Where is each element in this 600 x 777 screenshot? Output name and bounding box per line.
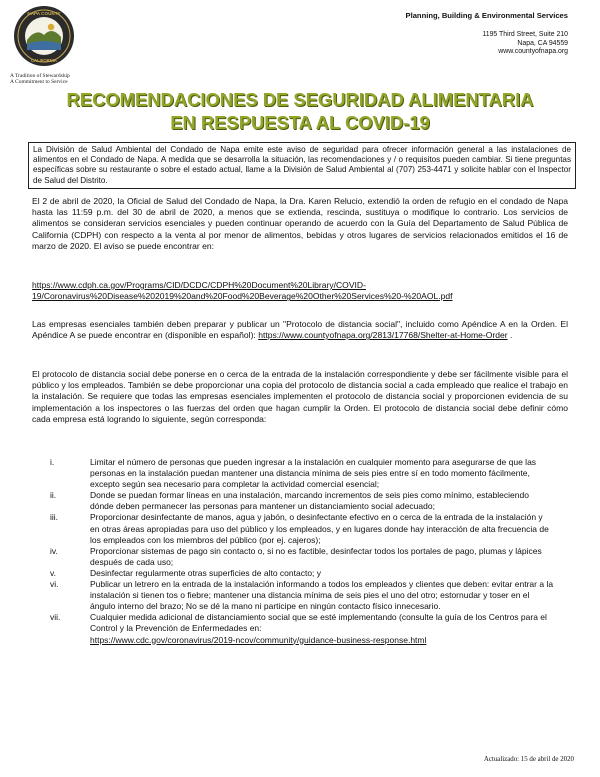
paragraph-order [32, 196, 568, 252]
address-line-2: Napa, CA 94559 [517, 39, 568, 47]
list-item [44, 568, 554, 579]
shelter-order-link[interactable]: https://www.countyofnapa.org/2813/17768/Shelter-at-Home-Order [258, 330, 508, 341]
list-item-number: vi. [50, 579, 59, 590]
updated-date: Actualizado: 15 de abril de 2020 [483, 756, 574, 763]
list-item-number: iii. [50, 512, 59, 523]
list-item-text: Proporcionar sistemas de pago sin contacto o, si no es factible, desinfectar todos los portales de pago, plumas y lápices después de cada uso; [90, 545, 542, 567]
list-item [44, 579, 554, 612]
list-item [44, 612, 554, 645]
list-item-number: iv. [50, 545, 58, 556]
cdph-link-block [32, 280, 568, 302]
list-item-text: Limitar el número de personas que pueden ingresar a la instalación en cualquier momento para asegurarse de que las personas en la instalación puedan mantener una distancia mínima de seis pies entre sí en todo momento fácilmente, excepto según sea necesario para completar la actividad comercial esencial; [90, 457, 537, 490]
list-item-text: Proporcionar desinfectante de manos, agua y jabón, o desinfectante efectivo en o cerca de la entrada de la instalación y en otras áreas apropiadas para uso del público y los empleados, y en lugares donde hay interacción de alta frecuencia de los empleados con los miembros del público (por ej. cajeros); [90, 512, 549, 545]
list-item-text: Desinfectar regularmente otras superficies de alto contacto; y [90, 567, 322, 578]
paragraph-essential [32, 319, 568, 341]
list-item [44, 457, 554, 490]
list-item-number: v. [50, 567, 56, 578]
department-header [406, 11, 568, 57]
svg-text:CALIFORNIA: CALIFORNIA [31, 58, 57, 63]
county-seal [6, 4, 86, 85]
cdc-guidance-link[interactable]: https://www.cdc.gov/coronavirus/2019-ncov/community/guidance-business-response.html [90, 634, 427, 645]
intro-box: La División de Salud Ambiental del Condado de Napa emite este aviso de seguridad para ofrecer información general a las instalaciones de alimentos en el Condado de Napa. A medida que se desarrolla la situación, las recomendaciones y / o requisitos pueden cambiar. Si tiene preguntas específicas sobre su restaurante o sobre el estado actual, llame a la División de Salud Ambiental al (707) 253-4471 y solicite hablar con el Inspector de Salud del Distrito. [28, 142, 576, 189]
list-item-text [90, 612, 554, 645]
department-name: Planning, Building & Environmental Services [405, 11, 568, 20]
list-item-number: i. [50, 457, 55, 467]
paragraph-protocol: El protocolo de distancia social debe ponerse en o cerca de la entrada de la instalación correspondiente y debe ser fácilmente visible para el público y los empleados. También se debe proporcionar una copia del protocolo de distancia social a cada empleado que realice el trabajo en la instalación. Se requiere que todas las empresas esenciales implementen el protocolo de distancia social y proporcionen evidencia de su implementación a los inspectores o las fuerzas del orden que hagan cumplir la Orden. El protocolo de distancia social debe definir cómo cada empresa está logrando lo siguiente, según corresponda: [32, 369, 568, 424]
seal-tagline-2: A Commitment to Service [10, 79, 68, 85]
cdph-link-line-1[interactable]: https://www.cdph.ca.gov/Programs/CID/DCDC/CDPH%20Document%20Library/COVID- [32, 280, 366, 290]
title-line-1: RECOMENDACIONES DE SEGURIDAD ALIMENTARIA [66, 89, 534, 110]
svg-text:NAPA COUNTY: NAPA COUNTY [27, 11, 61, 16]
title-line-2: EN RESPUESTA AL COVID-19 [170, 112, 430, 133]
address-line-1: 1195 Third Street, Suite 210 [482, 31, 568, 38]
county-seal-logo [6, 4, 82, 68]
list-item-text: Publicar un letrero en la entrada de la instalación informando a todos los empleados y clientes que deben: evitar entrar a la instalación si tienen tos o fiebre; mantener una distancia mínima de seis pies el uno del otro; estornudar y toser en el ángulo interno del brazo; No se dé la mano ni participe en ningún contacto físico innecesario. [90, 579, 554, 612]
page-title [0, 88, 600, 134]
list-item-7-text: Cualquier medida adicional de distanciamiento social que se esté implementando (consulte la guía de los Centros para el Control y la Prevención de Enfermedades en: [90, 612, 547, 634]
list-item [44, 512, 554, 545]
list-item-text: Donde se puedan formar líneas en una instalación, marcando incrementos de seis pies como mínimo, estableciendo dónde deben permanecer las personas para mantener un distanciamiento social adecuado; [90, 490, 529, 512]
paragraph-2-text: Las empresas esenciales también deben preparar y publicar un "Protocolo de distancia social", incluido como Apéndice A en la Orden. El Apéndice A se puede encontrar en (disponible en español): [32, 319, 568, 341]
website: www.countyofnapa.org [498, 48, 568, 56]
seal-tagline-1: A Tradition of Stewardship [10, 73, 70, 79]
shelter-order-link-suffix: . [507, 330, 513, 341]
list-item [44, 490, 554, 512]
cdph-link-line-2[interactable]: 19/Coronavirus%20Disease%202019%20and%20Food%20Beverage%20Other%20Services%20-%20AOL.pdf [32, 291, 453, 302]
paragraph-1-text: El 2 de abril de 2020, la Oficial de Salud del Condado de Napa, la Dra. Karen Relucio, extendió la orden de refugio en el condado de Napa hasta las 11:59 p.m. del 30 de abril de 2020, a menos que se extienda, rescinda, sustituya o modifique lo contrario. Los servicios de alimentos se consideran servicios esenciales y pueden continuar operando de acuerdo con la Guía del Departamento de Salud Pública de California (CDPH) con respecto a la venta al por menor de alimentos, bebidas y otros lugares de servicios relacionados emitidos el 16 de marzo de 2020. El aviso se puede encontrar en: [32, 196, 568, 251]
list-item-number: vii. [50, 612, 61, 623]
requirements-list [44, 457, 554, 646]
list-item [44, 546, 554, 568]
list-item-number: ii. [50, 490, 57, 501]
